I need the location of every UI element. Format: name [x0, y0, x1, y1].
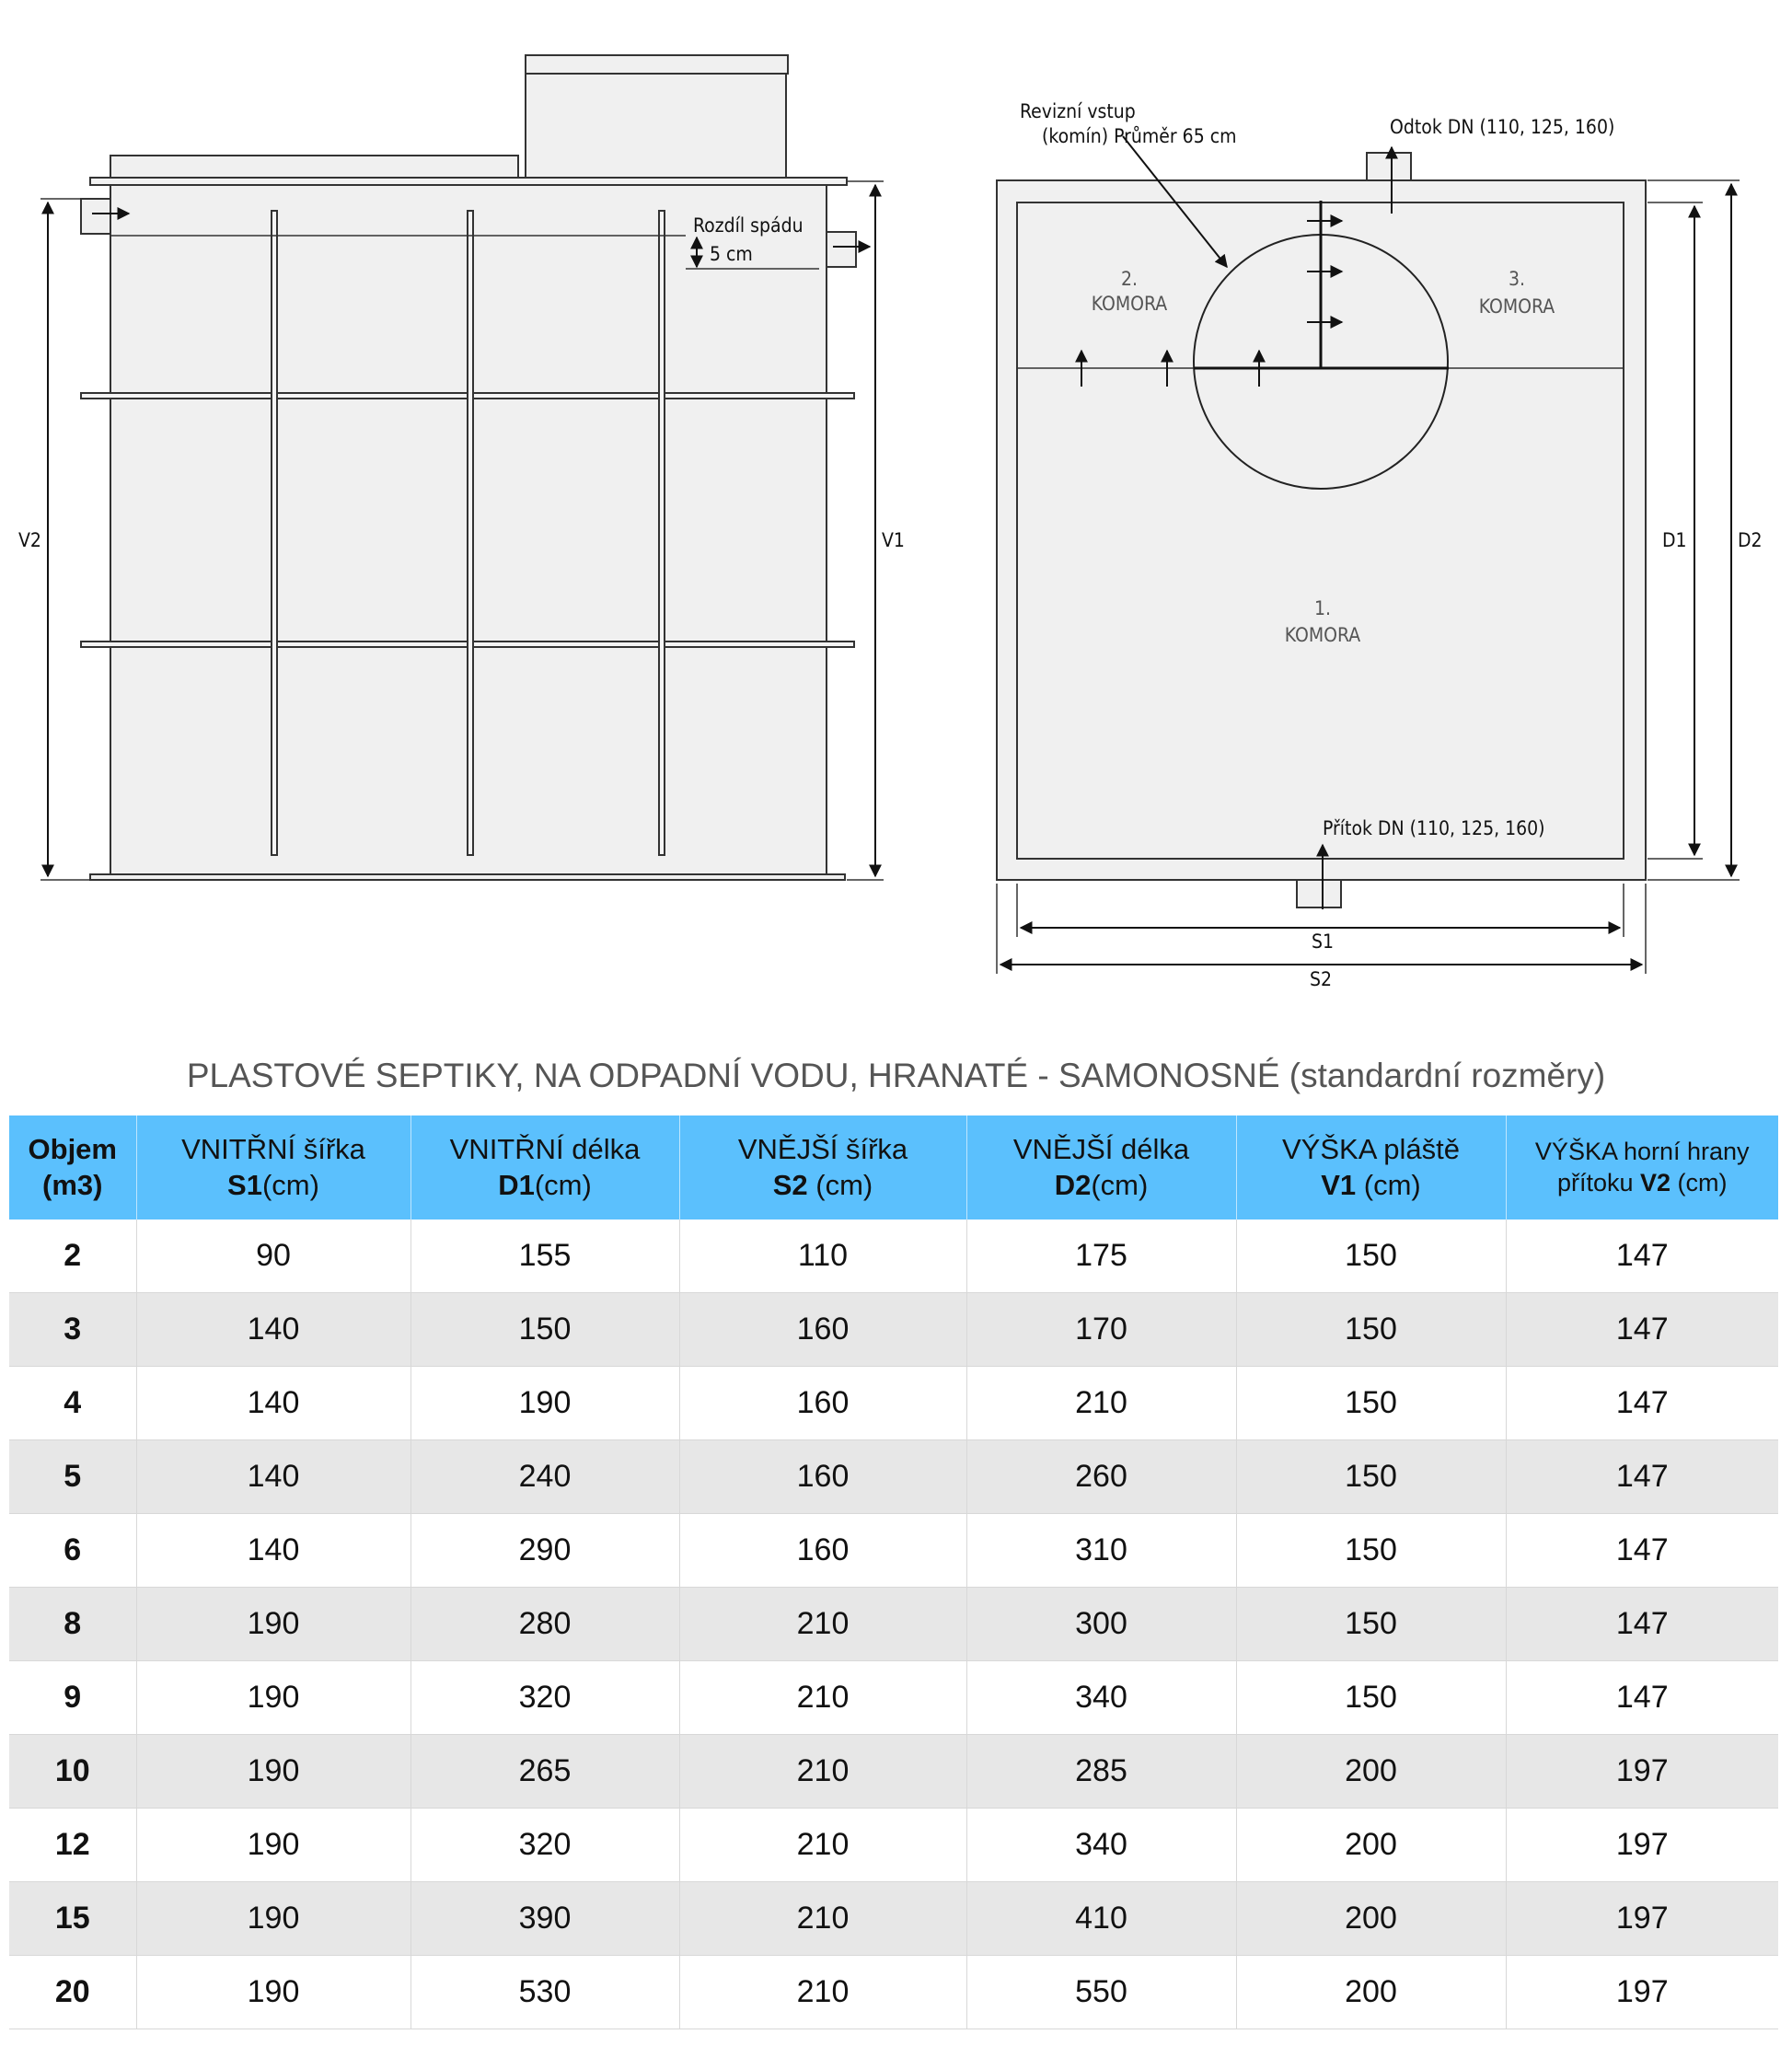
cell-inner-length: 155 [410, 1220, 679, 1293]
drop-value: 5 cm [710, 243, 753, 265]
table-row [9, 1293, 1778, 1367]
cell-inner-width: 190 [136, 1809, 410, 1882]
cell-outer-width: 210 [679, 1882, 966, 1956]
cell-inlet-height: 197 [1506, 1809, 1778, 1882]
cell-outer-length: 285 [966, 1735, 1236, 1809]
cell-outer-length: 310 [966, 1514, 1236, 1588]
cell-outer-width: 210 [679, 1809, 966, 1882]
cell-outer-width: 210 [679, 1588, 966, 1661]
cell-inner-width: 140 [136, 1440, 410, 1514]
cell-volume: 4 [9, 1367, 136, 1440]
cell-volume: 5 [9, 1440, 136, 1514]
cell-inlet-height: 147 [1506, 1514, 1778, 1588]
header-inner-length: VNITŘNÍ délka D1(cm) [410, 1115, 679, 1220]
label-s1: S1 [1311, 931, 1335, 953]
header-outer-width: VNĚJŠÍ šířka S2 (cm) [679, 1115, 966, 1220]
cell-inner-length: 240 [410, 1440, 679, 1514]
cell-inner-length: 150 [410, 1293, 679, 1367]
table-row [9, 1735, 1778, 1809]
header-shell-height: VÝŠKA pláště V1 (cm) [1236, 1115, 1506, 1220]
cell-inner-width: 190 [136, 1882, 410, 1956]
inspection-label-line1: Revizní vstup [1020, 100, 1136, 122]
label-v1: V1 [882, 529, 905, 551]
cell-volume: 12 [9, 1809, 136, 1882]
cell-shell-height: 200 [1236, 1809, 1506, 1882]
drop-label: Rozdíl spádu [693, 214, 804, 237]
cell-inner-width: 190 [136, 1735, 410, 1809]
cell-volume: 2 [9, 1220, 136, 1293]
cell-outer-length: 170 [966, 1293, 1236, 1367]
cell-volume: 8 [9, 1588, 136, 1661]
header-outer-length: VNĚJŠÍ délka D2(cm) [966, 1115, 1236, 1220]
cell-inlet-height: 147 [1506, 1220, 1778, 1293]
cell-inner-length: 265 [410, 1735, 679, 1809]
cell-outer-length: 175 [966, 1220, 1236, 1293]
cell-outer-length: 210 [966, 1367, 1236, 1440]
cell-inner-width: 90 [136, 1220, 410, 1293]
dimensions-table [9, 1115, 1778, 2029]
label-s2: S2 [1309, 968, 1333, 990]
chamber-3-label: KOMORA [1478, 295, 1555, 318]
cell-inner-length: 280 [410, 1588, 679, 1661]
cell-inlet-height: 197 [1506, 1735, 1778, 1809]
header-inlet-height: VÝŠKA horní hrany přítoku V2 (cm) [1506, 1115, 1778, 1220]
cell-shell-height: 150 [1236, 1220, 1506, 1293]
cell-shell-height: 150 [1236, 1661, 1506, 1735]
cell-outer-width: 210 [679, 1661, 966, 1735]
cell-outer-width: 160 [679, 1293, 966, 1367]
header-volume: Objem (m3) [9, 1115, 136, 1220]
table-row [9, 1882, 1778, 1956]
cell-inner-width: 140 [136, 1367, 410, 1440]
table-body [9, 1220, 1778, 2029]
side-view [18, 55, 905, 880]
cell-inner-length: 530 [410, 1956, 679, 2029]
cell-outer-length: 260 [966, 1440, 1236, 1514]
cell-inner-length: 320 [410, 1809, 679, 1882]
cell-outer-width: 160 [679, 1367, 966, 1440]
cell-volume: 15 [9, 1882, 136, 1956]
cell-volume: 20 [9, 1956, 136, 2029]
table-row [9, 1220, 1778, 1293]
table-row [9, 1514, 1778, 1588]
cell-outer-width: 210 [679, 1735, 966, 1809]
cell-shell-height: 150 [1236, 1514, 1506, 1588]
cell-shell-height: 200 [1236, 1735, 1506, 1809]
cell-inlet-height: 147 [1506, 1440, 1778, 1514]
inspection-label-line2: (komín) Průměr 65 cm [1042, 125, 1237, 147]
chamber-1-label: KOMORA [1284, 624, 1361, 646]
cell-inner-width: 140 [136, 1293, 410, 1367]
top-view [997, 100, 1763, 990]
label-d2: D2 [1738, 529, 1763, 551]
cell-inlet-height: 197 [1506, 1956, 1778, 2029]
label-d1: D1 [1662, 529, 1687, 551]
cell-shell-height: 150 [1236, 1440, 1506, 1514]
table-row [9, 1809, 1778, 1882]
cell-shell-height: 200 [1236, 1882, 1506, 1956]
cell-inlet-height: 197 [1506, 1882, 1778, 1956]
technical-drawings [0, 0, 1792, 1012]
cell-inner-length: 320 [410, 1661, 679, 1735]
cell-outer-length: 300 [966, 1588, 1236, 1661]
cell-inner-width: 140 [136, 1514, 410, 1588]
cell-outer-length: 410 [966, 1882, 1236, 1956]
cell-inner-length: 390 [410, 1882, 679, 1956]
header-inner-width: VNITŘNÍ šířka S1(cm) [136, 1115, 410, 1220]
table-row [9, 1440, 1778, 1514]
cell-inner-width: 190 [136, 1661, 410, 1735]
chamber-2-label: KOMORA [1091, 293, 1168, 315]
cell-shell-height: 150 [1236, 1293, 1506, 1367]
cell-inlet-height: 147 [1506, 1588, 1778, 1661]
table-row [9, 1661, 1778, 1735]
chamber-2-number: 2. [1120, 268, 1139, 290]
chamber-1-number: 1. [1313, 597, 1332, 619]
table-row [9, 1956, 1778, 2029]
inlet-label: Přítok DN (110, 125, 160) [1323, 817, 1545, 839]
cell-outer-width: 160 [679, 1514, 966, 1588]
cell-outer-width: 110 [679, 1220, 966, 1293]
table-title: PLASTOVÉ SEPTIKY, NA ODPADNÍ VODU, HRANATÉ - SAMONOSNÉ (standardní rozměry) [186, 1057, 1606, 1094]
table-row [9, 1588, 1778, 1661]
cell-outer-length: 340 [966, 1661, 1236, 1735]
cell-inner-width: 190 [136, 1956, 410, 2029]
outlet-label: Odtok DN (110, 125, 160) [1390, 116, 1615, 138]
table-header-row [9, 1115, 1778, 1220]
cell-volume: 9 [9, 1661, 136, 1735]
cell-volume: 6 [9, 1514, 136, 1588]
cell-inner-length: 190 [410, 1367, 679, 1440]
label-v2: V2 [18, 529, 41, 551]
chamber-3-number: 3. [1508, 268, 1526, 290]
cell-inlet-height: 147 [1506, 1367, 1778, 1440]
cell-outer-width: 160 [679, 1440, 966, 1514]
cell-outer-length: 340 [966, 1809, 1236, 1882]
cell-inner-length: 290 [410, 1514, 679, 1588]
cell-shell-height: 150 [1236, 1367, 1506, 1440]
cell-inlet-height: 147 [1506, 1293, 1778, 1367]
cell-volume: 10 [9, 1735, 136, 1809]
cell-shell-height: 150 [1236, 1588, 1506, 1661]
cell-outer-length: 550 [966, 1956, 1236, 2029]
cell-inlet-height: 147 [1506, 1661, 1778, 1735]
cell-inner-width: 190 [136, 1588, 410, 1661]
cell-volume: 3 [9, 1293, 136, 1367]
table-row [9, 1367, 1778, 1440]
cell-shell-height: 200 [1236, 1956, 1506, 2029]
cell-outer-width: 210 [679, 1956, 966, 2029]
